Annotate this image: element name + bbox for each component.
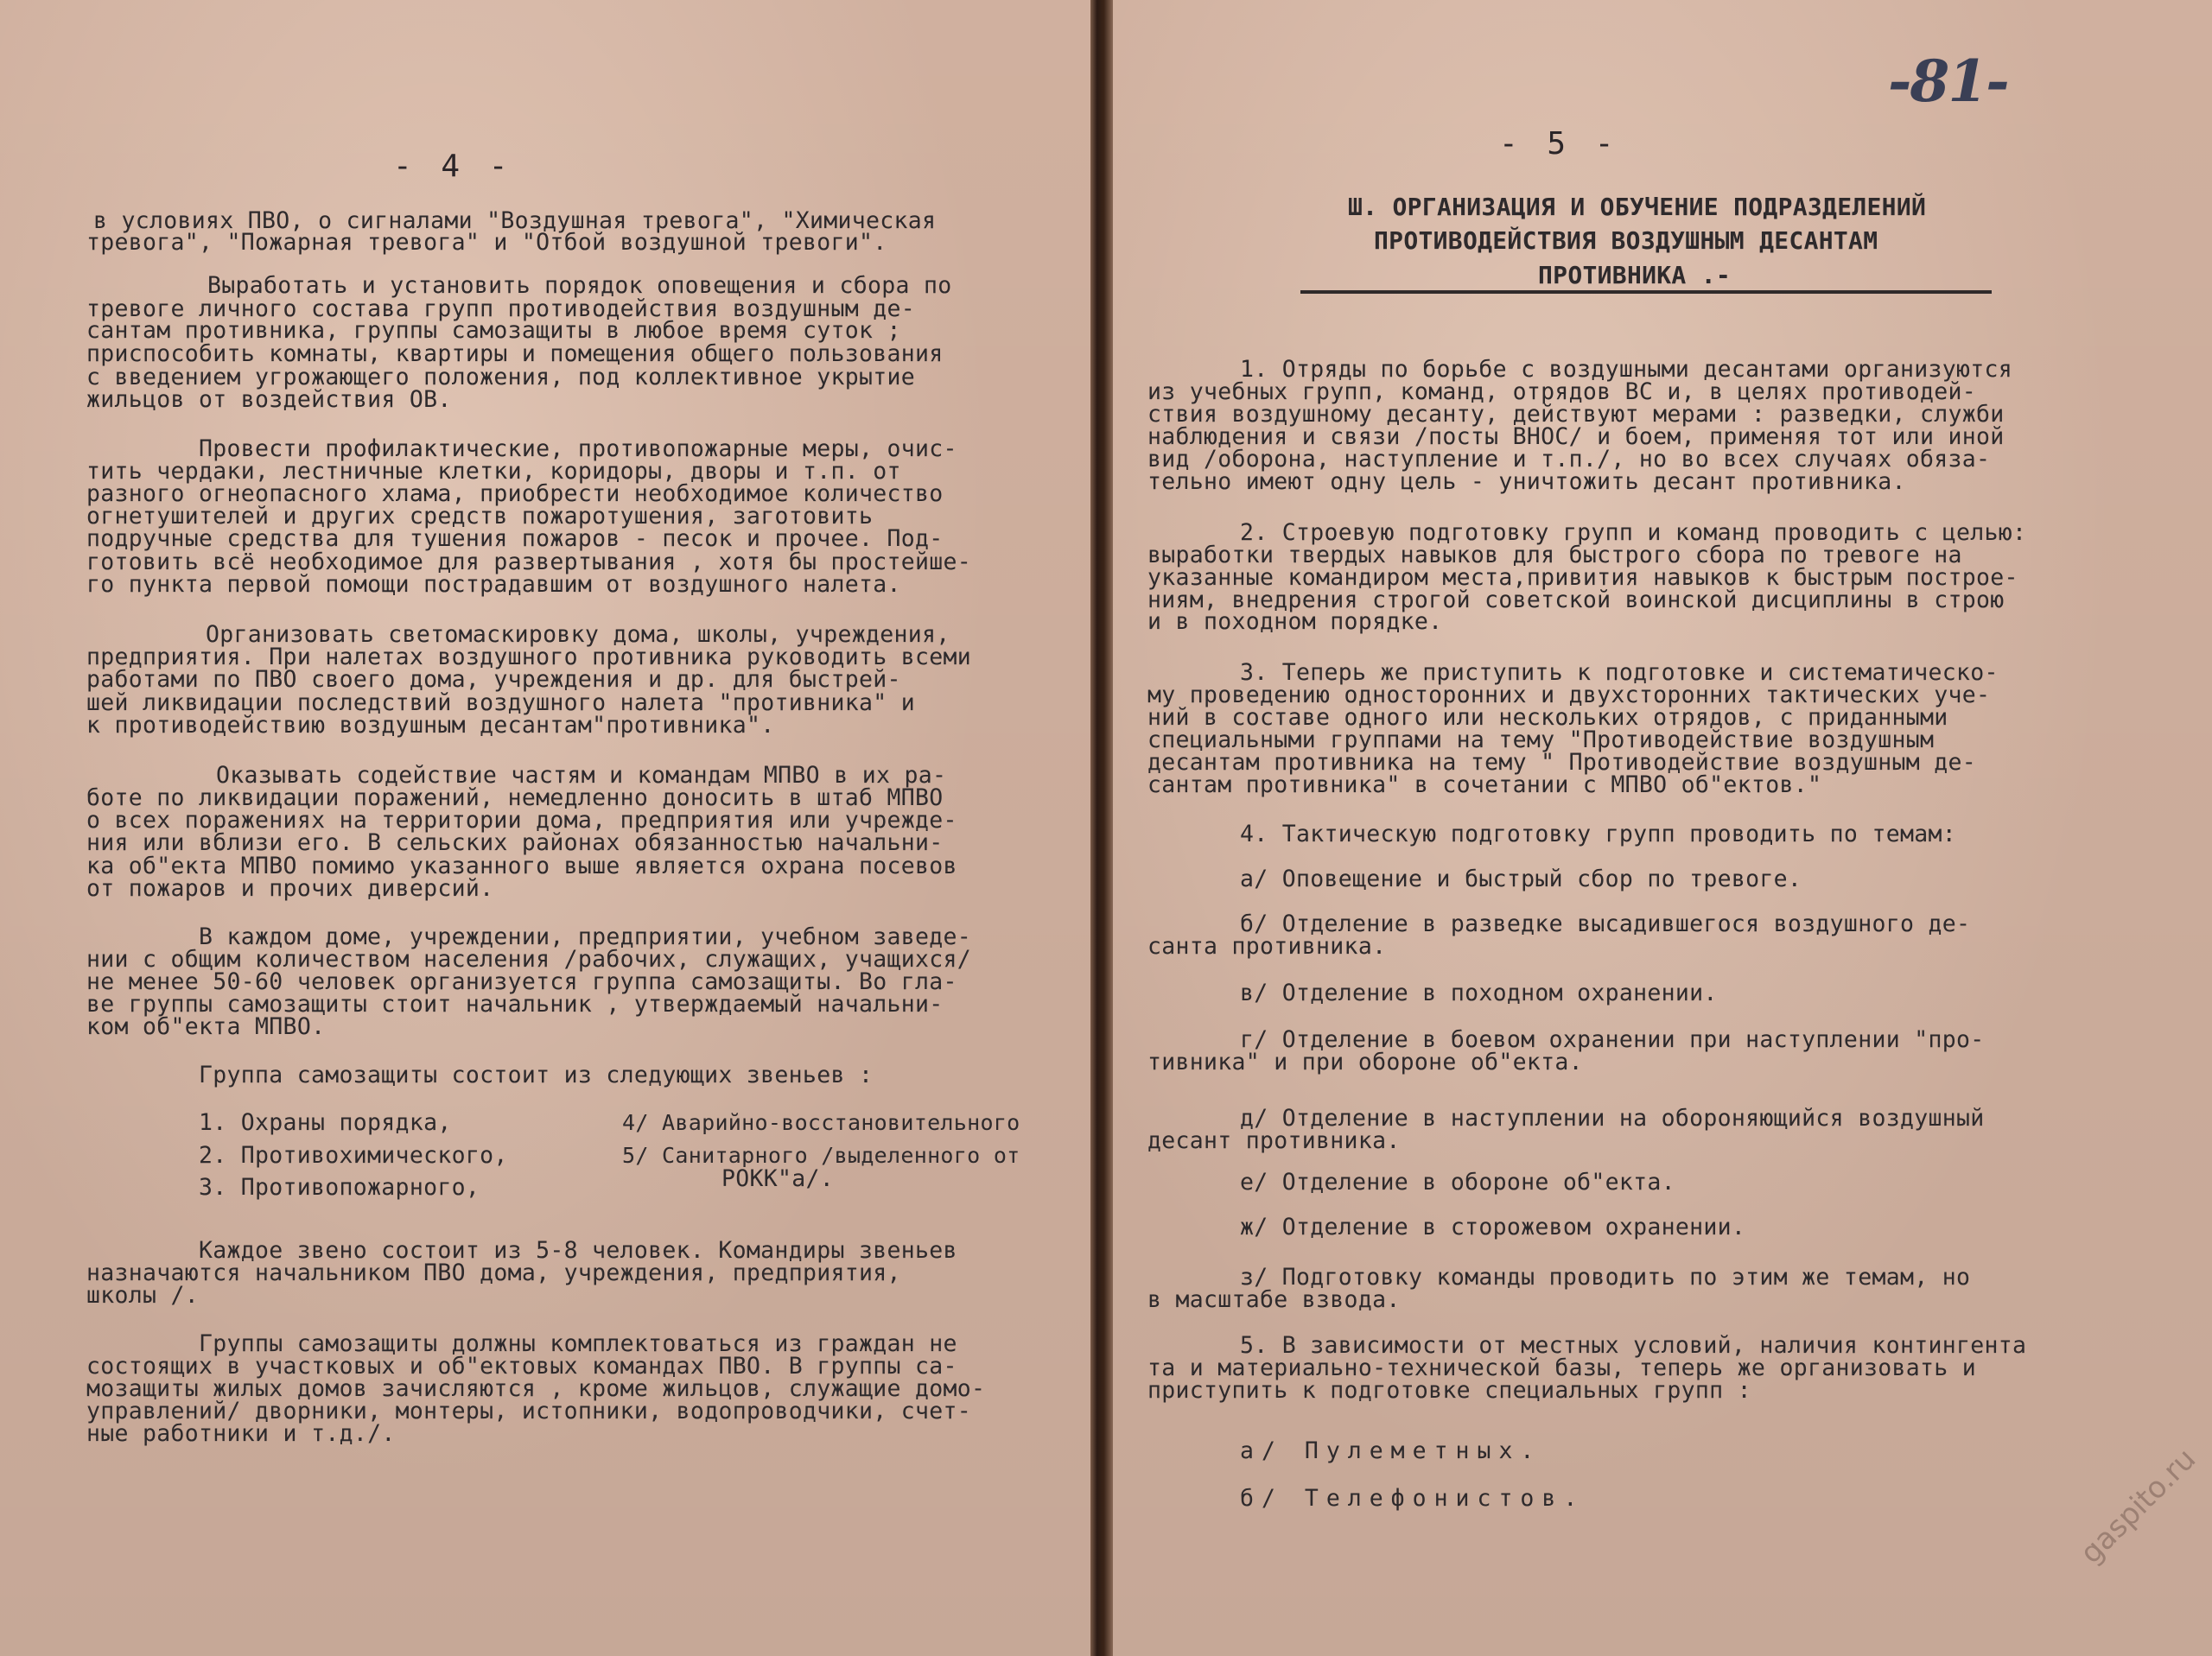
text-line: и в походном порядке. bbox=[1147, 608, 1443, 635]
text-line: школы /. bbox=[86, 1282, 200, 1309]
text-line: состоящих в участковых и об"ектовых командах ПВО. В группы са- bbox=[86, 1353, 957, 1380]
text-line: о всех поражениях на территории дома, предприятия или учрежде- bbox=[86, 807, 957, 834]
page-number: - 5 - bbox=[1499, 126, 1619, 162]
list-item: 3. Противопожарного, bbox=[199, 1174, 480, 1201]
text-line: ний в составе одного или нескольких отрядов, с приданными bbox=[1147, 704, 1948, 731]
text-line: Оказывать содействие частям и командам МПВО в их ра- bbox=[216, 762, 947, 789]
text-line: подручные средства для тушения пожаров - песок и прочее. Под- bbox=[86, 525, 944, 552]
page-number: - 4 - bbox=[393, 149, 513, 184]
text-line: Группы самозащиты должны комплектоваться из граждан не bbox=[199, 1330, 957, 1357]
text-line: работами по ПВО своего дома, учреждения и др. для быстрей- bbox=[86, 666, 901, 693]
text-line: 3. Теперь же приступить к подготовке и систематическо- bbox=[1240, 659, 1999, 686]
text-line: сантам противника" в сочетании с МПВО об"ектов." bbox=[1147, 771, 1822, 798]
text-line: вид /оборона, наступление и т.п./, но во всех случаях обяза- bbox=[1147, 446, 1991, 473]
text-line: указанные командиром места,привития навыков к быстрым построе- bbox=[1147, 564, 2018, 591]
text-line: го пункта первой помощи пострадавшим от воздушного налета. bbox=[86, 571, 901, 598]
text-line: наблюдения и связи /посты ВНОС/ и боем, применяя тот или иной bbox=[1147, 423, 2005, 450]
list-item: 4/ Аварийно-восстановительного bbox=[622, 1110, 1020, 1135]
text-line: нии с общим количеством населения /рабочих, служащих, учащихся/ bbox=[86, 946, 972, 973]
list-item: 5/ Санитарного /выделенного от bbox=[622, 1143, 1020, 1168]
text-line: тревоге личного состава групп противодействия воздушным де- bbox=[86, 295, 916, 322]
text-line: В каждом доме, учреждении, предприятии, учебном заведе- bbox=[199, 923, 971, 950]
text-line: десантам противника на тему " Противодействие воздушным де- bbox=[1147, 749, 1977, 776]
list-item: г/ Отделение в боевом охранении при наступлении "про- bbox=[1240, 1026, 1985, 1053]
text-line: огнетушителей и других средств пожаротушения, заготовить bbox=[86, 503, 874, 530]
text-line: боте по ликвидации поражений, немедленно доносить в штаб МПВО bbox=[86, 784, 944, 811]
text-line: 4. Тактическую подготовку групп проводить по темам: bbox=[1240, 821, 1956, 847]
text-line: жильцов от воздействия ОВ. bbox=[86, 386, 452, 413]
list-item: 1. Охраны порядка, bbox=[199, 1109, 452, 1136]
list-item: з/ Подготовку команды проводить по этим же темам, но bbox=[1240, 1264, 1971, 1291]
heading-underline bbox=[1300, 290, 1992, 294]
text-line: разного огнеопасного хлама, приобрести необходимое количество bbox=[86, 480, 944, 507]
list-item: е/ Отделение в обороне об"екта. bbox=[1240, 1169, 1675, 1196]
text-line: ствия воздушному десанту, действуют мерами : разведки, служби bbox=[1147, 401, 2005, 428]
list-item: б/ Отделение в разведке высадившегося воздушного де- bbox=[1240, 910, 1971, 937]
list-item: б/ Телефонистов. bbox=[1240, 1485, 1586, 1512]
list-item: ж/ Отделение в сторожевом охранении. bbox=[1240, 1214, 1746, 1240]
list-item: санта противника. bbox=[1147, 933, 1387, 960]
list-item: десант противника. bbox=[1147, 1127, 1401, 1154]
text-line: не менее 50-60 человек организуется группа самозащиты. Во гла- bbox=[86, 968, 957, 995]
list-item: а/ Оповещение и быстрый сбор по тревоге. bbox=[1240, 866, 1802, 892]
text-line: в условиях ПВО, о сигналами "Воздушная тревога", "Химическая bbox=[93, 207, 937, 234]
text-line: ниям, внедрения строгой советской воинской дисциплины в строю bbox=[1147, 587, 2005, 613]
text-line: ве группы самозащиты стоит начальник , утверждаемый начальни- bbox=[86, 991, 944, 1018]
text-line: приспособить комнаты, квартиры и помещения общего пользования bbox=[86, 340, 944, 367]
text-line: тить чердаки, лестничные клетки, коридоры, дворы и т.п. от bbox=[86, 458, 901, 485]
text-line: 2. Строевую подготовку групп и команд проводить с целью: bbox=[1240, 519, 2027, 546]
section-heading: Ш. ОРГАНИЗАЦИЯ И ОБУЧЕНИЕ ПОДРАЗДЕЛЕНИЙ bbox=[1348, 193, 1927, 221]
text-line: Организовать светомаскировку дома, школы, учреждения, bbox=[206, 621, 950, 648]
text-line: Выработать и установить порядок оповещения и сбора по bbox=[207, 272, 952, 299]
text-line: с введением угрожающего положения, под коллективное укрытие bbox=[86, 364, 916, 390]
text-line: тревога", "Пожарная тревога" и "Отбой воздушной тревоги". bbox=[86, 229, 887, 256]
section-heading: ПРОТИВОДЕЙСТВИЯ ВОЗДУШНЫМ ДЕСАНТАМ bbox=[1374, 226, 1878, 255]
text-line: готовить всё необходимое для развертывания , хотя бы простейше- bbox=[86, 549, 972, 575]
text-line: ка об"екта МПВО помимо указанного выше является охрана посевов bbox=[86, 853, 957, 879]
text-line: мозащиты жилых домов зачисляются , кроме жильцов, служащие домо- bbox=[86, 1375, 986, 1402]
text-line: ные работники и т.д./. bbox=[86, 1420, 396, 1447]
text-line: шей ликвидации последствий воздушного налета "противника" и bbox=[86, 689, 916, 716]
text-line: предприятия. При налетах воздушного противника руководить всеми bbox=[86, 644, 972, 670]
list-item: в масштабе взвода. bbox=[1147, 1286, 1401, 1313]
text-line: Провести профилактические, противопожарные меры, очис- bbox=[199, 435, 957, 462]
text-line: Каждое звено состоит из 5-8 человек. Командиры звеньев bbox=[199, 1237, 957, 1264]
list-item: а/ Пулеметных. bbox=[1240, 1437, 1542, 1464]
text-line: приступить к подготовке специальных групп : bbox=[1147, 1377, 1751, 1404]
list-item: 2. Противохимического, bbox=[199, 1142, 508, 1169]
archive-page-number: -81- bbox=[1888, 48, 2008, 115]
text-line: специальными группами на тему "Противодействие воздушным bbox=[1147, 726, 1935, 753]
text-line: му проведению односторонних и двухсторонних тактических уче- bbox=[1147, 682, 1991, 708]
list-item: в/ Отделение в походном охранении. bbox=[1240, 980, 1718, 1006]
text-line: назначаются начальником ПВО дома, учреждения, предприятия, bbox=[86, 1259, 901, 1286]
text-line: Группа самозащиты состоит из следующих звеньев : bbox=[199, 1062, 874, 1088]
text-line: ком об"екта МПВО. bbox=[86, 1013, 326, 1040]
text-line: тельно имеют одну цель - уничтожить десант противника. bbox=[1147, 468, 1906, 495]
list-item: тивника" и при обороне об"екта. bbox=[1147, 1049, 1583, 1075]
list-item: РОКК"а/. bbox=[721, 1165, 835, 1192]
text-line: из учебных групп, команд, отрядов ВС и, в целях противодей- bbox=[1147, 378, 1977, 405]
text-line: к противодействию воздушным десантам"противника". bbox=[86, 712, 775, 739]
text-line: ния или вблизи его. В сельских районах обязанностью начальни- bbox=[86, 829, 944, 856]
book-gutter bbox=[1090, 0, 1113, 1656]
left-page bbox=[0, 0, 1090, 1656]
section-heading: ПРОТИВНИКА .- bbox=[1538, 261, 1732, 289]
text-line: 5. В зависимости от местных условий, наличия контингента bbox=[1240, 1332, 2027, 1359]
text-line: от пожаров и прочих диверсий. bbox=[86, 875, 494, 902]
text-line: выработки твердых навыков для быстрого сбора по тревоге на bbox=[1147, 542, 1962, 568]
text-line: та и материально-технической базы, теперь же организовать и bbox=[1147, 1355, 1977, 1381]
list-item: д/ Отделение в наступлении на обороняющийся воздушный bbox=[1240, 1105, 1985, 1132]
watermark: gaspito.ru bbox=[2074, 1442, 2203, 1571]
text-line: сантам противника, группы самозащиты в любое время суток ; bbox=[86, 317, 901, 344]
text-line: управлений/ дворники, монтеры, истопники, водопроводчики, счет- bbox=[86, 1398, 972, 1424]
text-line: 1. Отряды по борьбе с воздушными десантами организуются bbox=[1240, 356, 2012, 383]
